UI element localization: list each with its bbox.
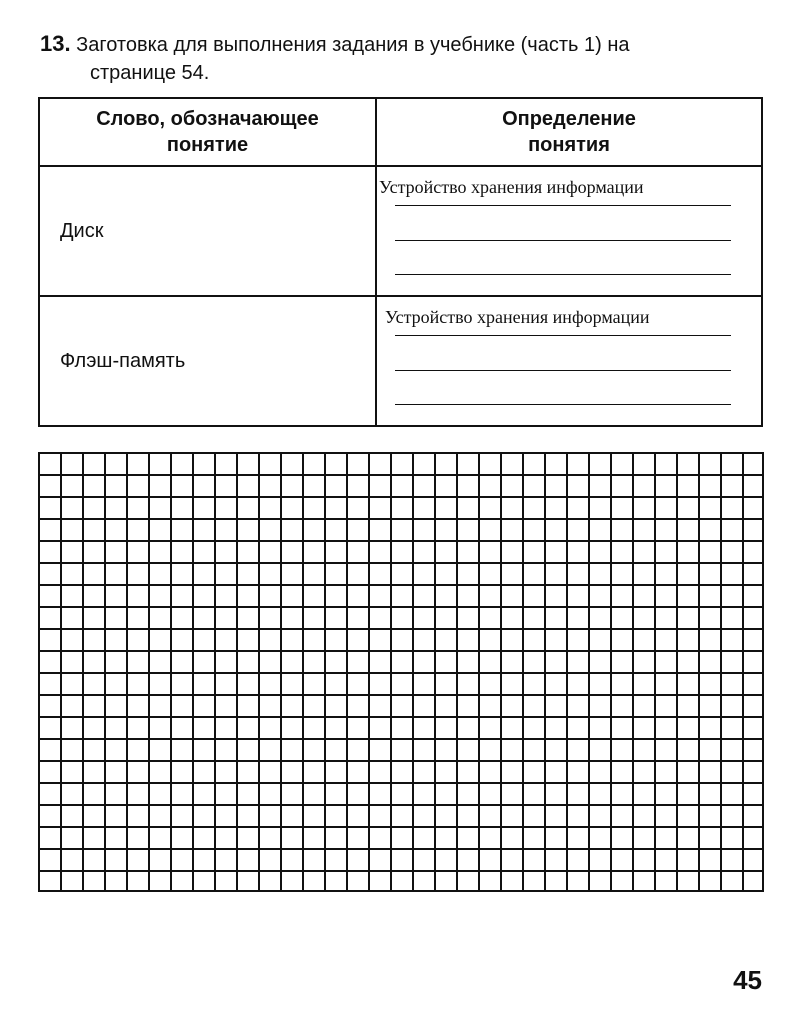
answer-line <box>395 240 731 241</box>
header-word: Слово, обозначающее понятие <box>39 98 376 166</box>
concepts-table <box>38 97 763 427</box>
answer-line <box>395 335 731 336</box>
table-row <box>39 166 762 296</box>
definition-cell[interactable] <box>376 296 762 426</box>
header-definition: Определение понятия <box>376 98 762 166</box>
page-number: 45 <box>733 965 762 995</box>
word-cell: Флэш-память <box>39 296 376 426</box>
task-text-line1: Заготовка для выполнения задания в учебнике (часть 1) на <box>76 34 630 56</box>
definition-cell[interactable] <box>376 166 762 296</box>
squared-work-area[interactable] <box>38 452 764 892</box>
word-cell: Диск <box>39 166 376 296</box>
definition-text: Устройство хранения информации <box>385 307 650 327</box>
task-number: 13. <box>40 31 71 56</box>
answer-line <box>395 205 731 206</box>
table-header-row <box>39 98 762 166</box>
task-text-line2: странице 54. <box>90 62 210 84</box>
table-row <box>39 296 762 426</box>
definition-text: Устройство хранения информации <box>379 177 644 197</box>
answer-line <box>395 404 731 405</box>
answer-line <box>395 370 731 371</box>
answer-line <box>395 274 731 275</box>
task-statement <box>40 30 765 87</box>
